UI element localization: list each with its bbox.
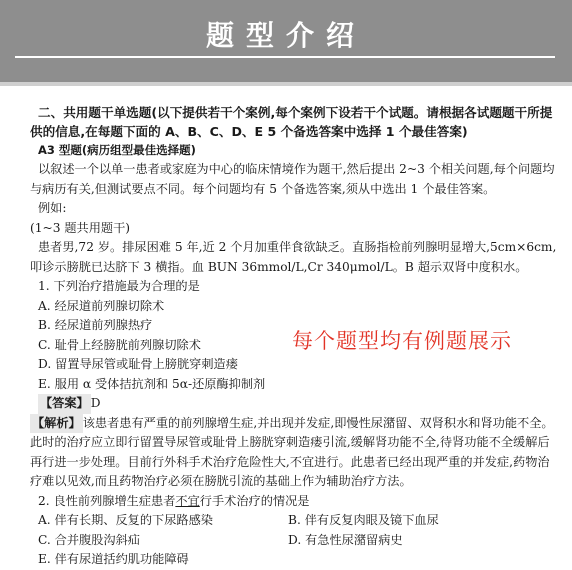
section-heading: 二、共用题干单选题(以下提供若干个案例,每个案例下设若干个试题。请根据各试题题干所提供的信息,在每题下面的 A、B、C、D、E 5 个备选答案中选择 1 个最佳答案)	[30, 105, 553, 139]
q2-stem-before: 2. 良性前列腺增生症患者	[38, 493, 176, 508]
example-label: 例如:	[38, 201, 67, 215]
q2-stem-emphasis: 不宜	[175, 493, 200, 508]
analysis-paragraph	[30, 414, 558, 492]
title-banner	[0, 0, 572, 86]
subsection-heading: A3 型题(病历组型最佳选择题)	[38, 143, 196, 157]
overlay-caption: 每个题型均有例题展示	[292, 329, 512, 353]
q2-option-a: A. 伴有长期、反复的下尿路感染	[38, 513, 213, 527]
case-stem: 患者男,72 岁。排尿困难 5 年,近 2 个月加重伴食欲缺乏。直肠指检前列腺明显增大,5cm×6cm,叩诊示膀胱已达脐下 3 横指。血 BUN 36mmol/L,Cr 340μmol/L。B 超示双肾中度积水。	[30, 240, 557, 274]
intro-paragraph: 以叙述一个以单一患者或家庭为中心的临床情境作为题干,然后提出 2~3 个相关问题,每个问题均与病历有关,但测试要点不同。每个问题均有 5 个备选答案,须从中选出 1 个最佳答案。	[30, 162, 555, 196]
answer-line	[30, 394, 558, 414]
q2-option-e: E. 伴有尿道括约肌功能障碍	[38, 552, 189, 566]
q1-option-b: B. 经尿道前列腺热疗	[38, 318, 153, 332]
q2-option-d: D. 有急性尿潴留病史	[288, 532, 403, 547]
q2-options-row-2	[30, 531, 558, 551]
answer-value: D	[90, 396, 101, 410]
q2-option-c: C. 合并腹股沟斜疝	[38, 532, 140, 547]
analysis-text: 该患者患有严重的前列腺增生症,并出现并发症,即慢性尿潴留、双肾积水和肾功能不全。此时的治疗应立即行留置导尿管或耻骨上膀胱穿刺造瘘引流,缓解肾功能不全,待肾功能不全缓解后再行进一步处理。目前行外科手术治疗危险性大,不宜进行。此患者已经出现严重的并发症,药物治疗难以见效,而且药物治疗必须在膀胱引流的基础上作为辅助治疗方法。	[30, 415, 554, 488]
q1-option-d: D. 留置导尿管或耻骨上膀胱穿刺造瘘	[38, 357, 238, 371]
q2-option-b: B. 伴有反复肉眼及镜下血尿	[288, 513, 439, 527]
banner-underline	[15, 56, 555, 58]
q2-stem-after: 行手术治疗的情况是	[199, 493, 310, 508]
q1-option-a: A. 经尿道前列腺切除术	[38, 298, 165, 313]
question-1-stem: 1. 下列治疗措施最为合理的是	[38, 279, 200, 293]
analysis-label: 【解析】	[30, 414, 83, 434]
answer-label: 【答案】	[38, 394, 91, 414]
banner-title: 题型介绍	[205, 19, 366, 52]
range-note: (1~3 题共用题干)	[30, 220, 131, 235]
q1-option-c: C. 耻骨上经膀胱前列腺切除术	[38, 337, 201, 352]
question-2-stem	[30, 492, 558, 512]
q2-options-row-1	[30, 511, 558, 531]
q1-option-e: E. 服用 α 受体拮抗剂和 5α-还原酶抑制剂	[38, 376, 266, 391]
